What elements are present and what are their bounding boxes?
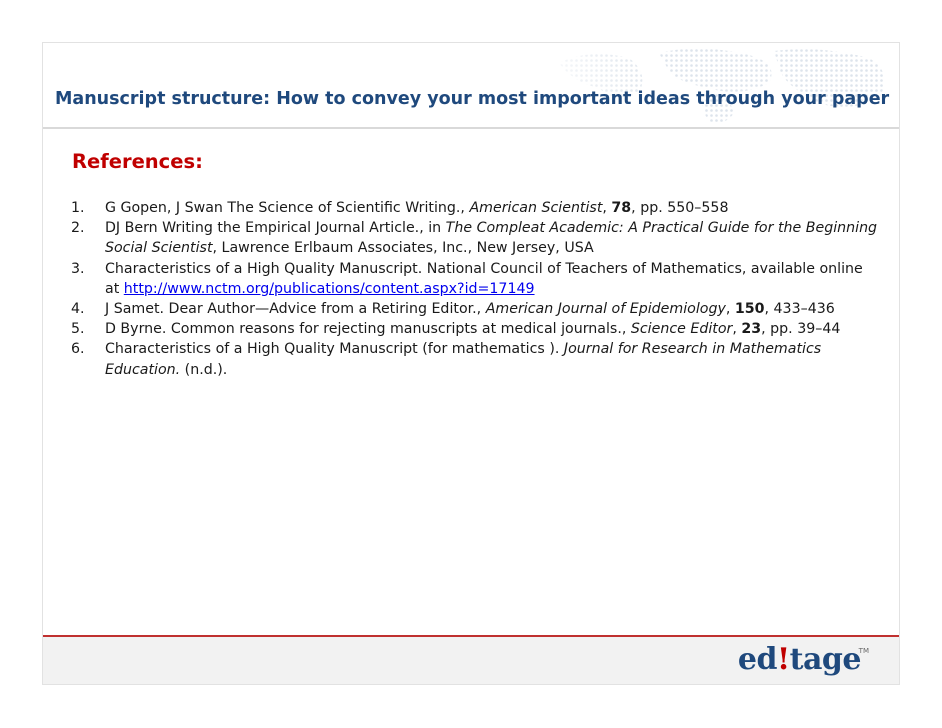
logo-text-end: tage <box>789 642 861 677</box>
reference-volume: 78 <box>611 200 632 216</box>
reference-number: 4. <box>71 301 85 318</box>
reference-journal: American Journal of Epidemiology <box>485 301 726 318</box>
header-band <box>43 43 899 128</box>
slide <box>42 42 900 685</box>
reference-item: 4. J Samet. Dear Author—Advice from a Retiring Editor., American Journal of Epidemiology, 150, 433–436 <box>65 299 880 319</box>
reference-item <box>65 259 880 299</box>
reference-book-title: The Compleat Academic: A Practical Guide for the Beginning Social Scientist <box>105 220 878 257</box>
reference-text: Characteristics of a High Quality Manuscript (for mathematics ). <box>105 341 560 358</box>
reference-volume: 150 <box>734 301 765 318</box>
footer <box>43 637 899 685</box>
reference-number: 2. <box>71 220 85 237</box>
reference-number: 1. <box>71 200 85 216</box>
reference-publisher: , Lawrence Erlbaum Associates, Inc., New Jersey, USA <box>212 240 594 257</box>
reference-number: 5. <box>71 321 85 338</box>
logo-accent: ! <box>776 642 790 677</box>
editage-logo <box>738 642 861 677</box>
reference-pages: , pp. 39–44 <box>761 321 841 338</box>
reference-date: (n.d.). <box>184 361 228 378</box>
reference-link[interactable]: http://www.nctm.org/publications/content.aspx?id=17149 <box>123 280 535 297</box>
reference-item <box>65 339 880 379</box>
reference-authors-title: G Gopen, J Swan The Science of Scientific Writing., <box>105 200 465 216</box>
reference-item: 5. D Byrne. Common reasons for rejecting manuscripts at medical journals., Science Editor, 23, pp. 39–44 <box>65 319 880 339</box>
trademark-mark: TM <box>858 647 869 655</box>
reference-authors-title: D Byrne. Common reasons for rejecting manuscripts at medical journals., <box>105 321 627 338</box>
reference-pages: , 433–436 <box>764 301 835 318</box>
reference-number: 6. <box>71 341 85 358</box>
reference-text: DJ Bern Writing the Empirical Journal Article., in <box>105 220 442 237</box>
reference-pages: , pp. 550–558 <box>631 200 729 216</box>
references-list <box>65 198 880 380</box>
header-divider <box>43 127 899 129</box>
references-heading: References: <box>72 150 203 173</box>
reference-journal: American Scientist <box>469 200 603 216</box>
reference-authors-title: J Samet. Dear Author—Advice from a Retiring Editor., <box>105 301 482 318</box>
reference-volume: 23 <box>741 321 762 338</box>
logo-text-start: ed <box>737 642 777 677</box>
reference-journal: Journal for Research in Mathematics Education. <box>105 341 822 378</box>
reference-text: Characteristics of a High Quality Manuscript. National Council of Teachers of Mathematics, available online at <box>105 260 863 297</box>
slide-title: Manuscript structure: How to convey your most important ideas through your paper <box>55 89 890 109</box>
reference-journal: Science Editor <box>630 321 733 338</box>
world-map-watermark <box>519 43 899 128</box>
reference-number: 3. <box>71 260 85 277</box>
reference-item: 1. G Gopen, J Swan The Science of Scientific Writing., American Scientist, 78, pp. 550–558 <box>65 198 880 218</box>
reference-item <box>65 218 880 258</box>
